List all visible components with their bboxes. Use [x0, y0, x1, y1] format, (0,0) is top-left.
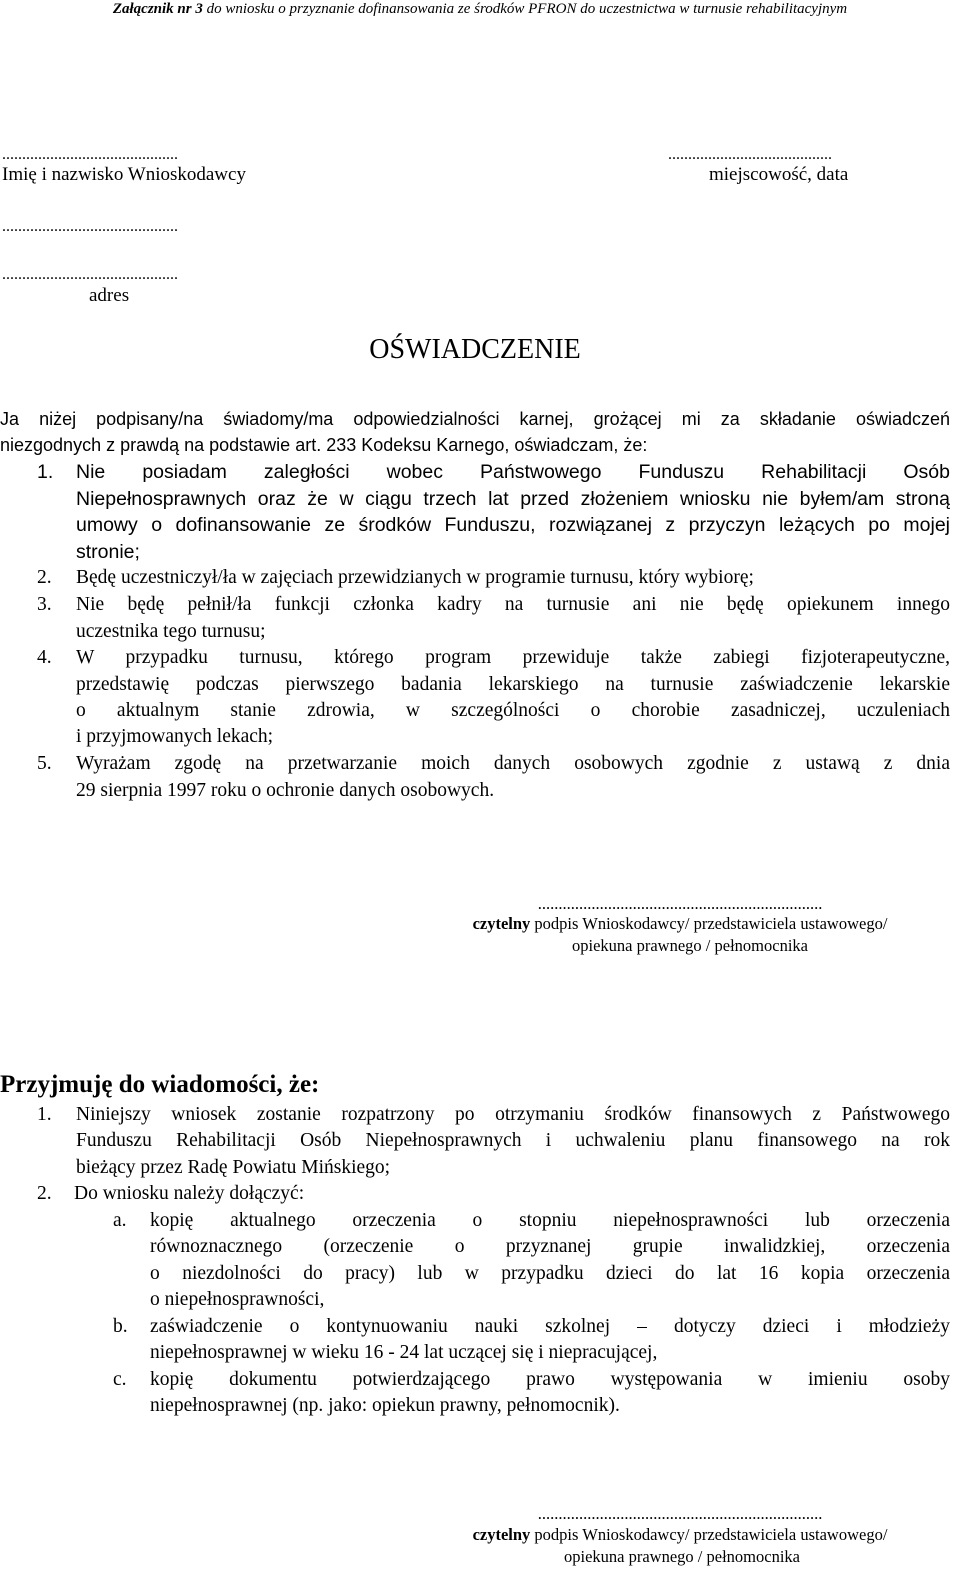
sub-c-line-2: niepełnosprawnej (np. jako: opiekun prawny, pełnomocnik).: [150, 1395, 620, 1416]
sub-a-line-1: kopię aktualnego orzeczenia o stopniu niepełnosprawności lub orzeczenia: [150, 1210, 950, 1231]
ack-item-1-number: 1.: [37, 1104, 52, 1125]
address-label: adres: [89, 285, 130, 306]
name-dots: ............................................: [2, 146, 178, 163]
sub-b-letter: b.: [113, 1316, 128, 1337]
statement-4-line-3: o aktualnym stanie zdrowia, w szczególności o chorobie zasadniczej, uczuleniach: [76, 700, 950, 721]
acknowledge-heading: Przyjmuję do wiadomości, że:: [0, 1071, 320, 1098]
statement-1-line-1: Nie posiadam zaległości wobec Państwowego Funduszu Rehabilitacji Osób: [76, 461, 950, 483]
ack-item-1-line-3: bieżący przez Radę Powiatu Mińskiego;: [76, 1157, 391, 1178]
statement-3-line-2: uczestnika tego turnusu;: [76, 621, 266, 642]
statement-4-line-1: W przypadku turnusu, którego program przewiduje także zabiegi fizjoterapeutyczne,: [76, 647, 950, 668]
sub-a-line-3: o niezdolności do pracy) lub w przypadku dzieci do lat 16 kopia orzeczenia: [150, 1263, 950, 1284]
place-date-dots: .........................................: [668, 146, 832, 163]
document-title: OŚWIADCZENIE: [369, 334, 581, 365]
statement-2-line-1: Będę uczestniczył/ła w zajęciach przewidzianych w programie turnusu, który wybiorę;: [76, 567, 754, 588]
signature-2-caption-line-2: opiekuna prawnego / pełnomocnika: [564, 1547, 800, 1566]
ack-item-1-line-1: Niniejszy wniosek zostanie rozpatrzony po otrzymaniu środków finansowych z Państwowego: [76, 1104, 950, 1125]
statement-1-number: 1.: [37, 461, 54, 483]
sub-a-line-4: o niepełnosprawności,: [150, 1289, 325, 1310]
sub-c-letter: c.: [113, 1369, 127, 1390]
statement-3-number: 3.: [37, 594, 52, 615]
statement-1-line-3: umowy o dofinansowanie ze środków Funduszu, rozwiązanej z przyczyn leżących po mojej: [76, 514, 950, 536]
statement-5-line-2: 29 sierpnia 1997 roku o ochronie danych osobowych.: [76, 780, 495, 801]
address-dots-1: ............................................: [2, 218, 178, 235]
signature-2-caption-rest: podpis Wnioskodawcy/ przedstawiciela ustawowego/: [530, 1525, 888, 1544]
ack-item-1-line-2: Funduszu Rehabilitacji Osób Niepełnosprawnych i uchwaleniu planu finansowego na rok: [76, 1130, 950, 1151]
name-label: Imię i nazwisko Wnioskodawcy: [2, 164, 246, 185]
ack-item-2-number: 2.: [37, 1183, 52, 1204]
statement-5-number: 5.: [37, 753, 52, 774]
statement-4-line-2: przedstawię podczas pierwszego badania lekarskiego na turnusie zaświadczenie lekarskie: [76, 674, 950, 695]
signature-bold-word: czytelny: [472, 914, 531, 933]
signature-caption-rest: podpis Wnioskodawcy/ przedstawiciela ustawowego/: [530, 914, 888, 933]
signature-2-dots: .....................................................................: [537, 1504, 823, 1523]
ack-item-2-text: Do wniosku należy dołączyć:: [74, 1183, 305, 1204]
sub-b-line-1: zaświadczenie o kontynuowaniu nauki szkolnej – dotyczy dzieci i młodzieży: [150, 1316, 950, 1337]
sub-b-line-2: niepełnosprawnej w wieku 16 - 24 lat uczącej się i niepracującej,: [150, 1342, 658, 1363]
sub-a-line-2: równoznacznego (orzeczenie o przyznanej grupie inwalidzkiej, orzeczenia: [150, 1236, 950, 1257]
attachment-number: Załącznik nr 3: [112, 1, 203, 17]
statement-2-number: 2.: [37, 567, 52, 588]
statement-5-line-1: Wyrażam zgodę na przetwarzanie moich danych osobowych zgodnie z ustawą z dnia: [76, 753, 950, 774]
signature-2-bold-word: czytelny: [472, 1525, 531, 1544]
signature-caption-line-2: opiekuna prawnego / pełnomocnika: [572, 936, 808, 955]
statement-3-line-1: Nie będę pełnił/ła funkcji członka kadry na turnusie ani nie będę opiekunem innego: [76, 594, 950, 615]
signature-2-caption-line-1: [440, 1524, 920, 1546]
intro-line-1: Ja niżej podpisany/na świadomy/ma odpowiedzialności karnej, grożącej mi za składanie oświadczeń: [0, 409, 950, 429]
statement-4-line-4: i przyjmowanych lekach;: [76, 726, 274, 747]
statement-1-line-2: Niepełnosprawnych oraz że w ciągu trzech lat przed złożeniem wniosku nie byłem/am stroną: [76, 488, 950, 510]
address-dots-2: ............................................: [2, 266, 178, 283]
signature-caption-line-1: [440, 913, 920, 935]
attachment-header: [0, 0, 960, 18]
sub-c-line-1: kopię dokumentu potwierdzającego prawo występowania w imieniu osoby: [150, 1369, 950, 1390]
attachment-description: do wniosku o przyznanie dofinansowania ze środków PFRON do uczestnictwa w turnusie rehabilitacyjnym: [202, 1, 848, 17]
intro-line-2: niezgodnych z prawdą na podstawie art. 233 Kodeksu Karnego, oświadczam, że:: [0, 435, 648, 455]
statement-1-line-4: stronie;: [76, 541, 140, 563]
place-date-label: miejscowość, data: [709, 164, 849, 185]
statement-4-number: 4.: [37, 647, 52, 668]
signature-dots: .....................................................................: [537, 894, 823, 913]
sub-a-letter: a.: [113, 1210, 127, 1231]
